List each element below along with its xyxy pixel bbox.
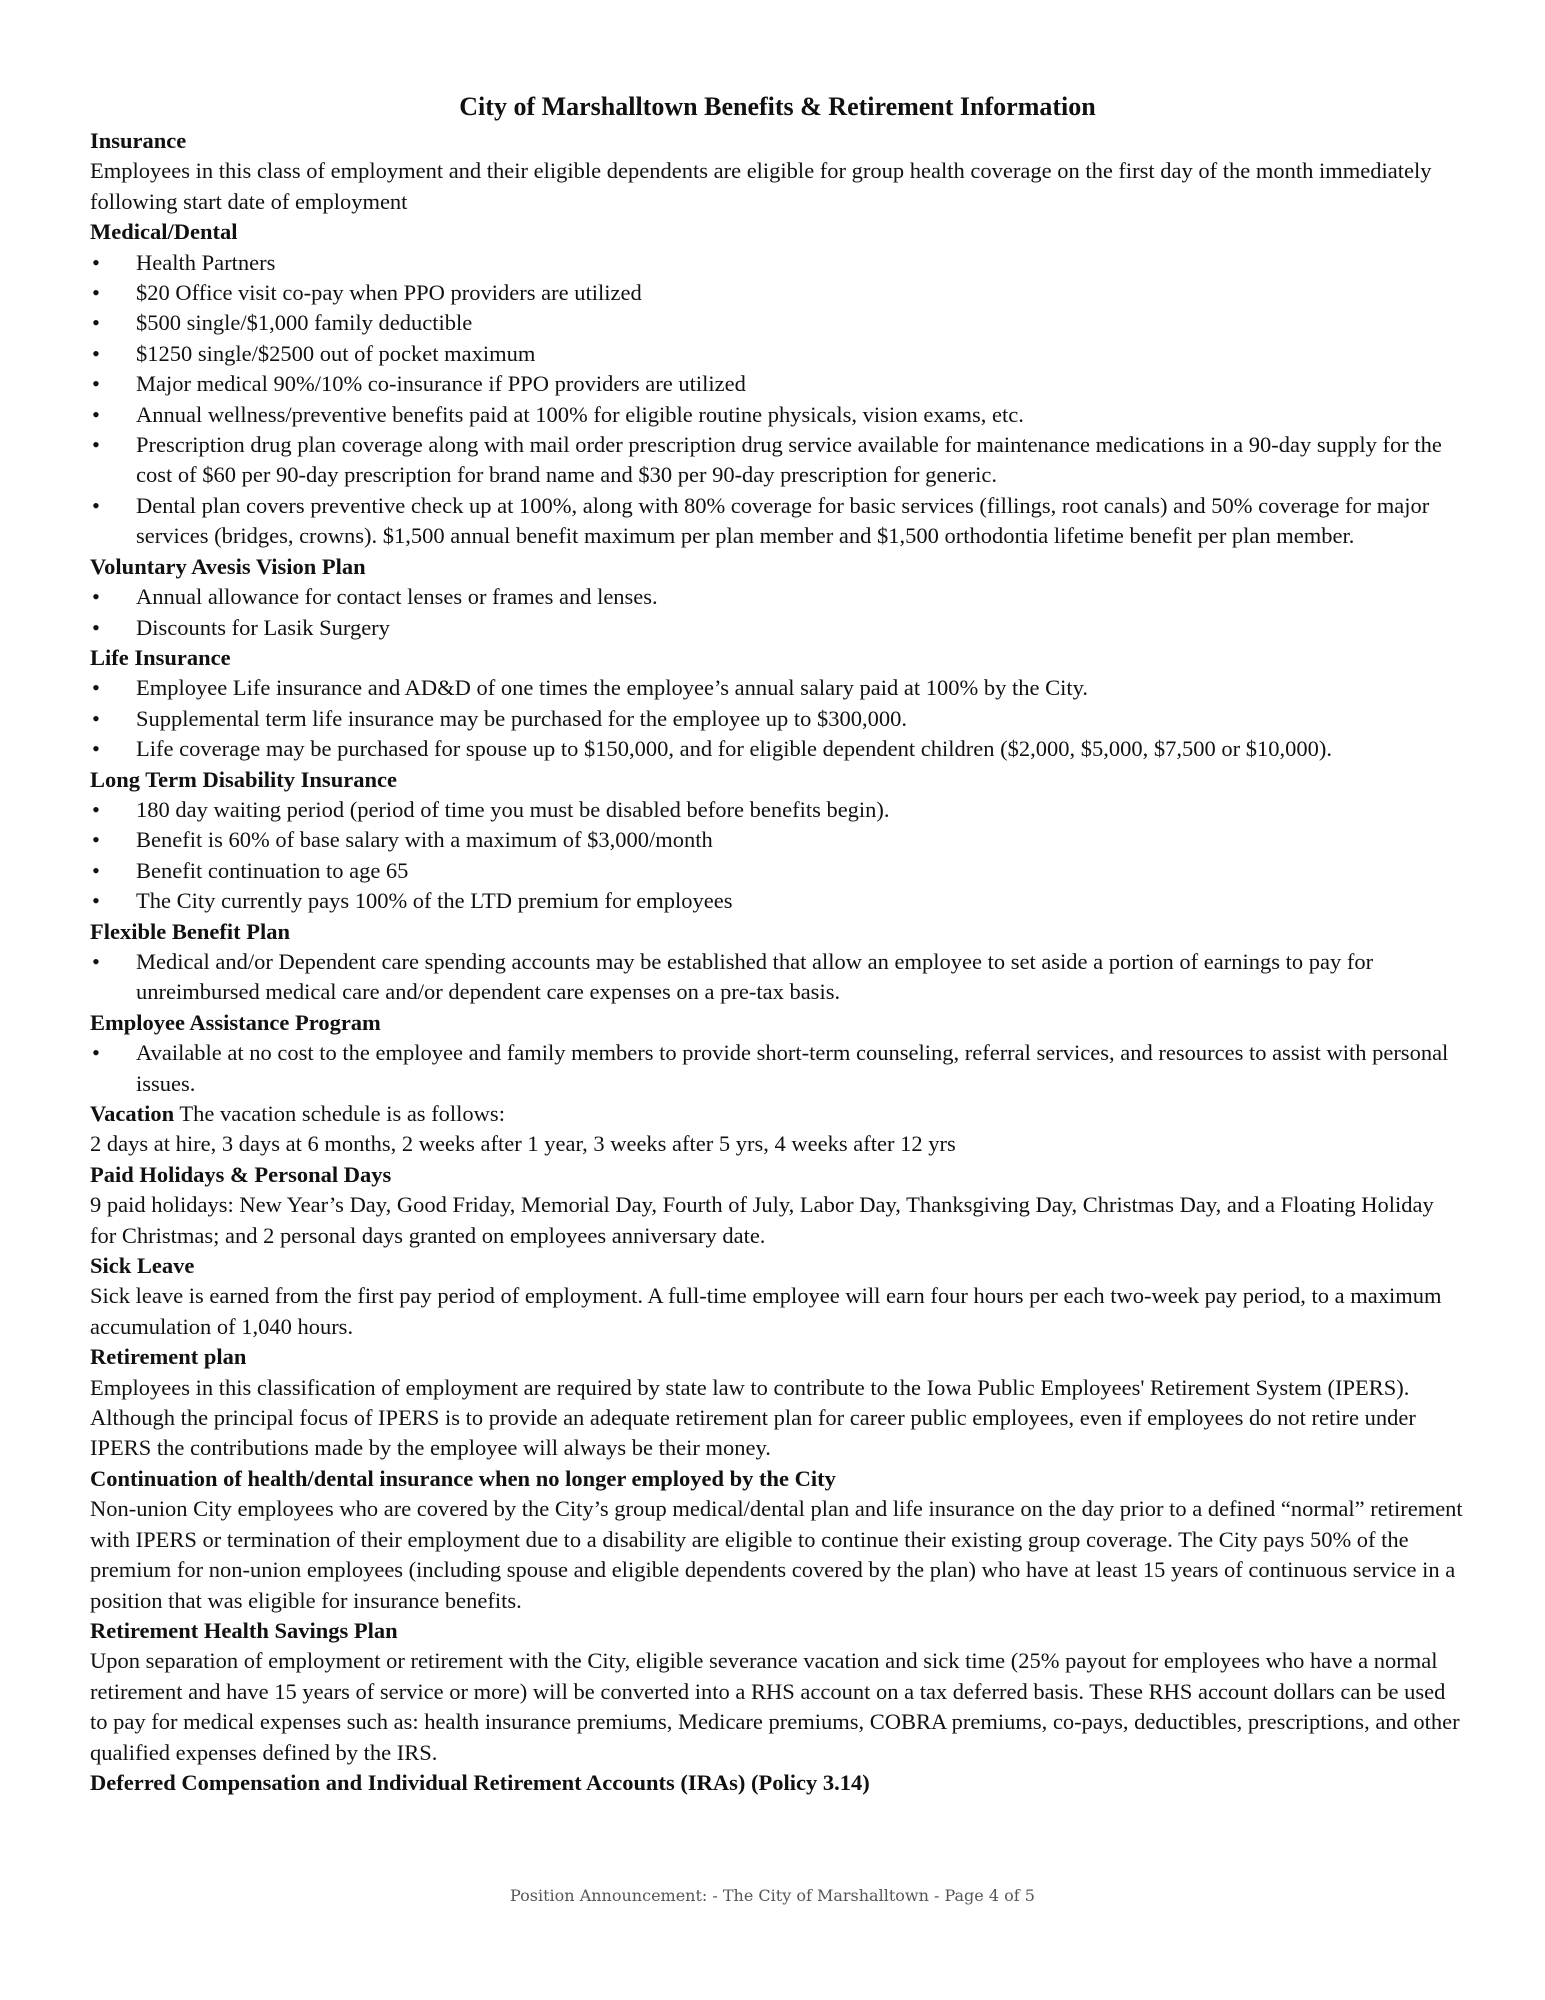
list-item-text: Life coverage may be purchased for spouse up to $150,000, and for eligible dependent children ($2,000, $5,000, $7,500 or $10,000). xyxy=(136,736,1332,762)
document-page xyxy=(90,88,1465,1798)
bullet-icon: • xyxy=(92,340,100,366)
list-item-text: Benefit continuation to age 65 xyxy=(136,857,409,883)
bullet-icon: • xyxy=(92,948,100,974)
vacation-heading: Vacation xyxy=(90,1101,175,1126)
list-item xyxy=(90,491,1465,552)
section-paragraph: Employees in this classification of employment are required by state law to contribute to the Iowa Public Employees' Retirement System (IPERS). Although the principal focus of IPERS is to provide an adequate retirement plan for career public employees, even if employees do not retire under IPERS the contributions made by the employee will always be their money. xyxy=(90,1374,1416,1461)
list-item-text: Major medical 90%/10% co-insurance if PPO providers are utilized xyxy=(136,371,746,397)
final-heading: Deferred Compensation and Individual Retirement Accounts (IRAs) (Policy 3.14) xyxy=(90,1769,870,1795)
list-item-text: Benefit is 60% of base salary with a maximum of $3,000/month xyxy=(136,827,713,853)
section-heading: Retirement plan xyxy=(90,1344,247,1370)
section-heading: Retirement Health Savings Plan xyxy=(90,1617,398,1643)
list-item-text: Medical and/or Dependent care spending accounts may be established that allow an employee to set aside a portion of earnings to pay for unreimbursed medical care and/or dependent care expenses on a pre-tax basis. xyxy=(136,948,1374,1005)
bullet-list xyxy=(90,947,1465,1008)
bullet-icon: • xyxy=(92,705,100,731)
bullet-list xyxy=(90,1038,1465,1099)
section-paragraph: Sick leave is earned from the first pay period of employment. A full-time employee will earn four hours per each two-week pay period, to a maximum accumulation of 1,040 hours. xyxy=(90,1283,1442,1339)
list-item-text: Annual wellness/preventive benefits paid at 100% for eligible routine physicals, vision exams, etc. xyxy=(136,401,1024,427)
section-heading: Paid Holidays & Personal Days xyxy=(90,1161,392,1187)
list-item xyxy=(90,582,1465,612)
bullet-list xyxy=(90,673,1465,764)
list-item-text: 180 day waiting period (period of time you must be disabled before benefits begin). xyxy=(136,796,890,822)
list-item-text: $1250 single/$2500 out of pocket maximum xyxy=(136,340,536,366)
section-paragraph: Upon separation of employment or retirement with the City, eligible severance vacation and sick time (25% payout for employees who have a normal retirement and have 15 years of service or more) will be converted into a RHS account on a tax deferred basis. These RHS account dollars can be used to pay for medical expenses such as: health insurance premiums, Medicare premiums, COBRA premiums, co-pays, deductibles, prescriptions, and other qualified expenses defined by the IRS. xyxy=(90,1648,1460,1765)
bullet-icon: • xyxy=(92,857,100,883)
bullet-list xyxy=(90,582,1465,643)
bullet-list xyxy=(90,248,1465,552)
policy-sections xyxy=(90,1160,1465,1768)
list-item-text: Prescription drug plan coverage along with mail order prescription drug service available for maintenance medications in a 90-day supply for the cost of $60 per 90-day prescription for brand name and $30 per 90-day prescription for generic. xyxy=(136,432,1442,488)
list-item-text: Annual allowance for contact lenses or frames and lenses. xyxy=(136,584,658,610)
vacation-section xyxy=(90,1099,1465,1160)
list-item xyxy=(90,369,1465,399)
list-item-text: $20 Office visit co-pay when PPO providers are utilized xyxy=(136,280,642,306)
bullet-icon: • xyxy=(92,1040,100,1066)
vacation-schedule: 2 days at hire, 3 days at 6 months, 2 weeks after 1 year, 3 weeks after 5 yrs, 4 weeks after 12 yrs xyxy=(90,1131,956,1157)
list-item xyxy=(90,856,1465,886)
list-item xyxy=(90,400,1465,430)
section-heading: Life Insurance xyxy=(90,644,231,670)
final-section xyxy=(90,1768,1465,1798)
section-paragraph: 9 paid holidays: New Year’s Day, Good Friday, Memorial Day, Fourth of July, Labor Day, Thanksgiving Day, Christmas Day, and a Floating Holiday for Christmas; and 2 personal days granted on employees anniversary date. xyxy=(90,1192,1434,1248)
bullet-icon: • xyxy=(92,827,100,853)
list-item xyxy=(90,1038,1465,1099)
section-heading: Insurance xyxy=(90,128,187,153)
bullet-icon: • xyxy=(92,310,100,336)
list-item-text: Supplemental term life insurance may be purchased for the employee up to $300,000. xyxy=(136,705,908,731)
bullet-icon: • xyxy=(92,371,100,397)
list-item xyxy=(90,825,1465,855)
list-item-text: Discounts for Lasik Surgery xyxy=(136,614,390,640)
page-title: City of Marshalltown Benefits & Retirement Information xyxy=(459,92,1096,121)
bullet-icon: • xyxy=(92,796,100,822)
list-item xyxy=(90,613,1465,643)
list-item xyxy=(90,886,1465,916)
section-heading: Medical/Dental xyxy=(90,219,238,245)
list-item-text: The City currently pays 100% of the LTD premium for employees xyxy=(136,888,733,914)
list-item-text: $500 single/$1,000 family deductible xyxy=(136,310,473,336)
page-footer: Position Announcement: - The City of Marshalltown - Page 4 of 5 xyxy=(510,1886,1035,1905)
bullet-list xyxy=(90,795,1465,917)
list-item xyxy=(90,947,1465,1008)
section-paragraph: Non-union City employees who are covered by the City’s group medical/dental plan and life insurance on the day prior to a defined “normal” retirement with IPERS or termination of their employment due to a disability are eligible to continue their existing group coverage. The City pays 50% of the premium for non-union employees (including spouse and eligible dependents covered by the plan) who have at least 15 years of continuous service in a position that was eligible for insurance benefits. xyxy=(90,1496,1463,1613)
bullet-icon: • xyxy=(92,584,100,610)
list-item xyxy=(90,308,1465,338)
bullet-icon: • xyxy=(92,492,100,518)
section-paragraph: Employees in this class of employment and their eligible dependents are eligible for group health coverage on the first day of the month immediately following start date of employment xyxy=(90,158,1432,214)
list-item xyxy=(90,278,1465,308)
bullet-icon: • xyxy=(92,249,100,275)
benefit-sections xyxy=(90,126,1465,1099)
list-item-text: Dental plan covers preventive check up at 100%, along with 80% coverage for basic services (fillings, root canals) and 50% coverage for major services (bridges, crowns). $1,500 annual benefit maximum per plan member and $1,500 orthodontia lifetime benefit per plan member. xyxy=(136,492,1430,549)
vacation-line xyxy=(90,1099,1465,1129)
section-heading: Long Term Disability Insurance xyxy=(90,766,397,792)
list-item xyxy=(90,248,1465,278)
list-item-text: Health Partners xyxy=(136,249,276,275)
bullet-icon: • xyxy=(92,675,100,701)
list-item xyxy=(90,339,1465,369)
bullet-icon: • xyxy=(92,401,100,427)
section-heading: Employee Assistance Program xyxy=(90,1009,381,1035)
bullet-icon: • xyxy=(92,736,100,762)
bullet-icon: • xyxy=(92,614,100,640)
section-heading: Flexible Benefit Plan xyxy=(90,918,290,944)
vacation-intro: The vacation schedule is as follows: xyxy=(174,1101,505,1126)
bullet-icon: • xyxy=(92,432,100,458)
bullet-icon: • xyxy=(92,280,100,306)
list-item xyxy=(90,704,1465,734)
list-item xyxy=(90,673,1465,703)
list-item xyxy=(90,734,1465,764)
section-heading: Voluntary Avesis Vision Plan xyxy=(90,553,366,579)
section-heading: Continuation of health/dental insurance when no longer employed by the City xyxy=(90,1465,836,1491)
section-heading: Sick Leave xyxy=(90,1253,195,1279)
list-item xyxy=(90,430,1465,491)
list-item-text: Employee Life insurance and AD&D of one times the employee’s annual salary paid at 100% by the City. xyxy=(136,675,1089,701)
list-item xyxy=(90,795,1465,825)
bullet-icon: • xyxy=(92,888,100,914)
list-item-text: Available at no cost to the employee and family members to provide short-term counseling, referral services, and resources to assist with personal issues. xyxy=(136,1040,1449,1096)
